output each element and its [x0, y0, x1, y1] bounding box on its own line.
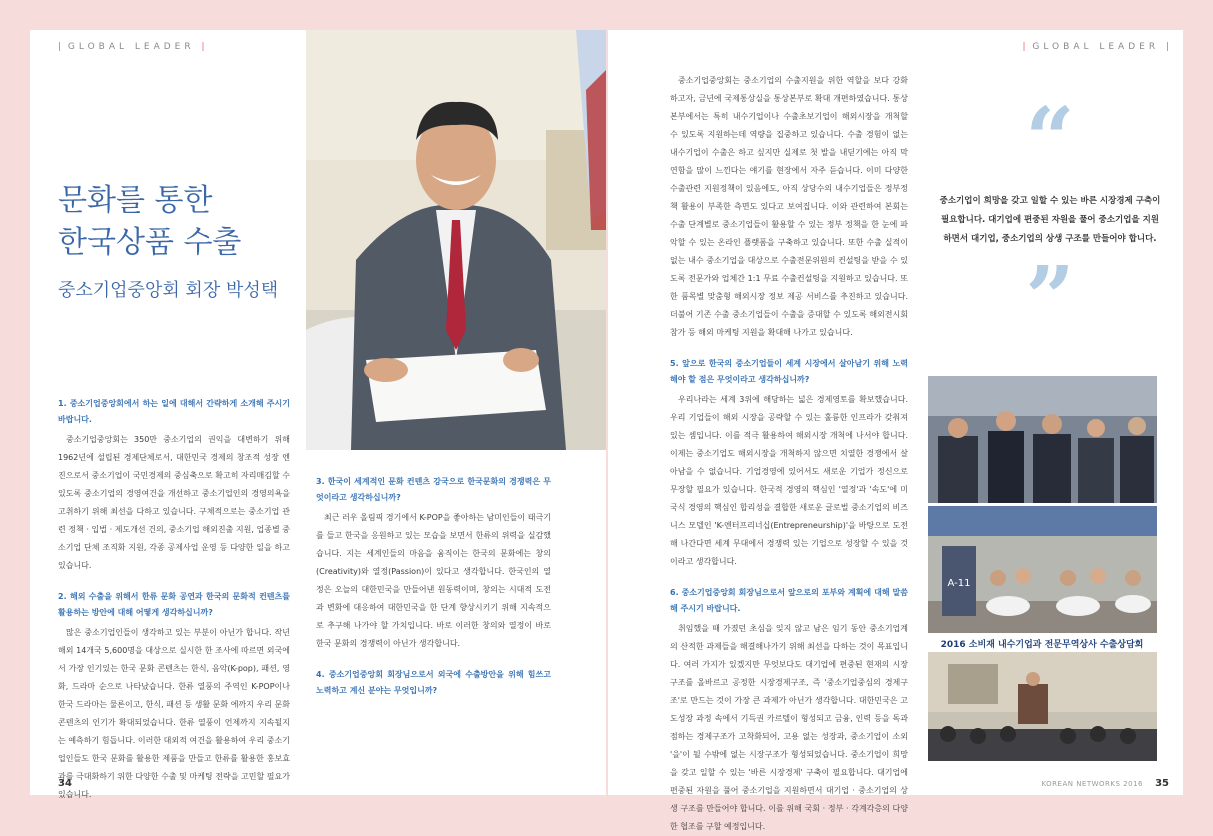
- event-photo-3-image: [928, 634, 1157, 761]
- section-label-right-bar-left: |: [1022, 42, 1026, 52]
- section-label-bar-left: |: [58, 42, 62, 52]
- article-title-line-1: 문화를 통한: [58, 183, 213, 218]
- article-subtitle: 중소기업중앙회 회장 박성택: [58, 280, 279, 301]
- page-left: [30, 30, 606, 799]
- answer-3: 최근 러우 올림픽 경기에서 K-POP을 좋아하는 남미인들이 태극기를 들고 한국을 응원하고 있는 모습을 보면서 한류의 위력을 실감했습니다. 지는 세계인들의 마음을 움직이는 한국의 문화에는 창의(Creativity)와 열정(Passion)이 있다고 생각합니다. 한국인의 열정은 오늘의 대한민국을 만들어낸 원동력이며, 창의는 시대적 도전과 변화에 대응하여 대한민국을 한 단계 향상시키기 위해 지속적으로 추구해 나가야 할 가치입니다. 바로 이러한 창의와 열정이 바로 한국 문화의 경쟁력이 아닌가 생각합니다.: [316, 513, 551, 648]
- answer-6: 취임했을 때 가졌던 초심을 잊지 않고 남은 임기 동안 중소기업계의 산적한 과제들을 해결해나가기 위해 최선을 다하는 것이 목표입니다. 여러 가지가 있겠지만 무엇보다도 대기업에 편중된 현재의 시장구조를 올바르고 공정한 시장경제구조, 즉 '중소기업중심의 경제구조'로 만드는 것이 가장 큰 과제가 아닌가 생각합니다. 대한민국은 고도성장 과정 속에서 기득권 카르텔이 형성되고 금융, 인력 등을 독과점하는 경제구조가 고착화되어, 고용 없는 성장과, 중소기업이 소외 '을'이 될 수밖에 없는 시장구조가 형성되었습니다. 중소기업이 희망을 갖고 일할 수 있는 '바른 시장경제' 구축이 필요합니다. 대기업에 편중된 자원을 풀어 중소기업을 지원하면서 대기업 · 중소기업의 상생 구조를 만들어야 합니다. 이를 위해 국회 · 정부 · 각계각층의 다양한 협조를 구할 예정입니다.: [670, 624, 908, 831]
- text-column-left-1: [58, 396, 290, 804]
- pull-quote: [938, 89, 1162, 349]
- booth-sign: A-11: [947, 578, 971, 589]
- page-number-left: 34: [58, 778, 72, 789]
- event-photo-1: [928, 376, 1157, 503]
- question-6: 6. 중소기업중앙회 회장님으로서 앞으로의 포부와 계획에 대해 말씀해 주시기 바랍니다.: [670, 588, 908, 613]
- question-4: 4. 중소기업중앙회 회장님으로서 외국에 수출방안을 위해 힘쓰고 노력하고 계신 분야는 무엇입니까?: [316, 670, 551, 695]
- event-banner-text: 2016 소비재 내수기업과 전문무역상사 수출상담회: [940, 640, 1144, 650]
- question-5: 5. 앞으로 한국의 중소기업들이 세계 시장에서 살아남기 위해 노력해야 할 점은 무엇이라고 생각하십니까?: [670, 359, 908, 384]
- portrait-illustration: [306, 30, 606, 450]
- section-label-right-bar-right: |: [1165, 42, 1169, 52]
- answer-1: 중소기업중앙회는 350만 중소기업의 권익을 대변하기 위해 1962년에 설립된 경제단체로서, 대한민국 경제의 창조적 성장 엔진으로서 중소기업이 국민경제의 중심축으로 확고히 자리매김할 수 있도록 중소기업의 경영여건을 개선하고 중소기업인의 경영의욕을 고취하기 위해 최선을 다하고 있습니다. 구체적으로는 중소기업 관련 정책 · 입법 · 제도개선 건의, 중소기업 해외진출 지원, 업종별 중소기업 단체 조직화 지원, 각종 공제사업 운영 등 다양한 일을 하고 있습니다.: [58, 435, 290, 570]
- article-title-line-2: 한국상품 수출: [58, 225, 242, 260]
- page-right: [608, 30, 1183, 831]
- article-title: [58, 180, 241, 264]
- event-photo-3: [928, 634, 1157, 761]
- section-label-right: [1022, 42, 1169, 52]
- question-2: 2. 해외 수출을 위해서 한류 문화 공연과 한국의 문화적 컨텐츠를 활용하는 방안에 대해 어떻게 생각하십니까?: [58, 592, 290, 617]
- section-label: [58, 42, 205, 52]
- question-1: 1. 중소기업중앙회에서 하는 일에 대해서 간략하게 소개해 주시기 바랍니다.: [58, 399, 290, 424]
- quote-close-icon: ”: [1025, 248, 1075, 349]
- footer-note: KOREAN NETWORKS 2016: [1041, 780, 1143, 788]
- pull-quote-text: 중소기업이 희망을 갖고 일할 수 있는 바른 시장경제 구축이 필요합니다. 대기업에 편중된 자원을 풀어 중소기업을 지원하면서 대기업, 중소기업의 상생 구조를 만들어야 합니다.: [939, 196, 1161, 244]
- question-3: 3. 한국이 세계적인 문화 컨텐츠 강국으로 한국문화의 경쟁력은 무엇이라고 생각하십니까?: [316, 477, 551, 502]
- section-label-right-text: GLOBAL LEADER: [1032, 42, 1160, 52]
- section-label-bar-right: |: [201, 42, 205, 52]
- event-photo-2: [928, 506, 1157, 633]
- portrait-photo: [306, 30, 606, 450]
- event-photo-2-image: [928, 506, 1157, 633]
- text-column-right-1: [670, 72, 908, 836]
- quote-open-icon: “: [1025, 89, 1075, 190]
- answer-2: 많은 중소기업인들이 생각하고 있는 부분이 아닌가 합니다. 작년 해외 14개국 5,600명을 대상으로 실시한 한 조사에 따르면 외국에서 가장 인기있는 한국 문화 콘텐츠는 한식, 음악(K-pop), 패션, 영화, 드라마 순으로 나타났습니다. 한류 열풍의 주역인 K-POP이나 한국 드라마는 물론이고, 한식, 패션 등 생활 문화 에까지 우리 문화콘텐츠의 인기가 확대되었습니다. 한류 열풍이 언제까지 지속될지는 예측하기 힘듭니다. 이러한 대외적 여건을 활용하여 우리 중소기업인들도 한국 문화를 활용한 제품을 만들고 한류를 활용한 홍보효과를 극대화하기 위한 다양한 수출 및 마케팅 전략을 고민할 필요가 있습니다.: [58, 628, 290, 799]
- page-number-right: 35: [1155, 778, 1169, 789]
- section-label-text: GLOBAL LEADER: [67, 42, 195, 52]
- text-column-left-2: [316, 474, 551, 702]
- answer-4: 중소기업중앙회는 중소기업의 수출지원을 위한 역할을 보다 강화하고자, 금년에 국제통상실을 통상본부로 확대 개편하였습니다. 통상본부에서는 특히 내수기업이나 수출초보기업이 해외시장을 개척할 수 있도록 지원하는데 역량을 집중하고 있습니다. 수출 경험이 없는 내수기업이 수출은 하고 싶지만 실제로 첫 발을 내딛기에는 아직 막연함을 많이 느낀다는 얘기를 현장에서 자주 듣습니다. 이미 다양한 수출관련 지원정책이 있음에도, 아직 상당수의 내수기업들은 정부정책 활용이 부족한 측면도 있다고 보여집니다. 이와 관련하여 본회는 수출 단계별로 중소기업들이 활용할 수 있는 정부 정책을 한 눈에 파악할 수 있는 온라인 플랫폼을 구축하고 있습니다. 또한 수출 실적이 없는 내수 중소기업을 대상으로 수출전문위원의 컨설팅을 받을 수 있도록 전문가와 업체간 1:1 무료 수출컨설팅을 지원하고 있습니다. 또한 품목별 맞춤형 해외시장 정보 제공 서비스를 추진하고 있습니다. 더불어 기존 수출 중소기업들이 수출을 증대할 수 있도록 해외전시회 참가 등 해외 마케팅 지원을 확대해 나가고 있습니다.: [670, 76, 908, 337]
- event-photo-1-image: [928, 376, 1157, 503]
- answer-5: 우리나라는 세계 3위에 해당하는 넓은 경제영토를 확보했습니다. 우리 기업들이 해외 시장을 공략할 수 있는 훌륭한 인프라가 갖춰져 있는 셈입니다. 이를 적극 활용하여 해외시장 개척에 나서야 합니다. 이제는 중소기업도 해외시장을 개척하지 않으면 치열한 경쟁에서 살아남을 수 없습니다. 기업경영에 있어서도 새로운 기업가 정신으로 무장할 필요가 있습니다. 한국적 경영의 핵심인 '열정'과 '속도'에 미국식 경영의 핵심인 합리성을 결합한 새로운 글로벌 중소기업의 비즈니스 모델인 'K-엔터프리너십(Entrepreneurship)'을 바탕으로 도전해 나간다면 세계 무대에서 경쟁력 있는 기업으로 성장할 수 있을 것이라고 생각합니다.: [670, 395, 908, 566]
